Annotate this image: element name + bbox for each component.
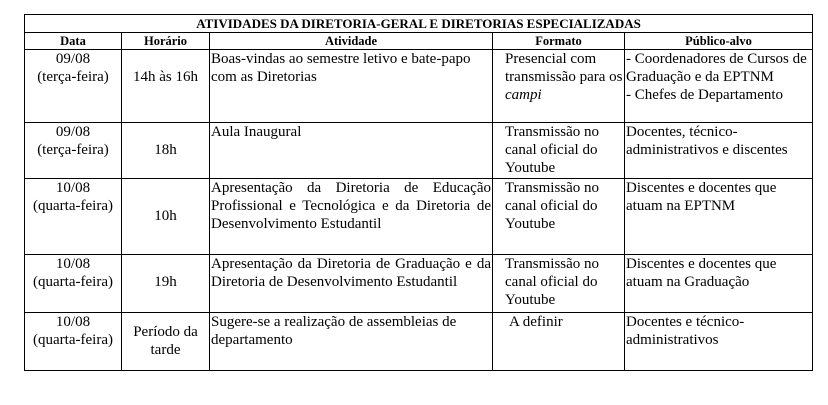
table-row: [25, 179, 813, 255]
table-row: [25, 50, 813, 123]
audience-cell: Discentes e docentes que atuam na Graduação: [625, 255, 813, 313]
table-row: [25, 313, 813, 371]
format-cell: A definir: [493, 313, 625, 371]
date-cell: [25, 179, 122, 255]
time-cell: [122, 179, 210, 255]
time-cell: [122, 313, 210, 371]
date-value: 09/08: [55, 124, 91, 140]
weekday-value: (terça-feira): [37, 69, 109, 85]
header-date: Data: [25, 33, 122, 50]
activity-cell: Aula Inaugural: [210, 123, 493, 179]
format-cell: Transmissão no canal oficial do Youtube: [493, 123, 625, 179]
format-campi: campi: [505, 87, 542, 103]
date-value: 10/08: [55, 256, 91, 272]
format-cell: Transmissão no canal oficial do Youtube: [493, 255, 625, 313]
audience-cell: Docentes e técnico-administrativos: [625, 313, 813, 371]
time-cell: [122, 255, 210, 313]
table-title: ATIVIDADES DA DIRETORIA-GERAL E DIRETORIAS ESPECIALIZADAS: [25, 15, 813, 33]
time-value: 18h: [154, 142, 177, 158]
table-row: [25, 255, 813, 313]
weekday-value: (quarta-feira): [33, 332, 113, 348]
date-cell: [25, 50, 122, 123]
time-cell: [122, 50, 210, 123]
time-value: 19h: [154, 274, 177, 290]
activity-cell: Apresentação da Diretoria de Educação Profissional e Tecnológica e da Diretoria de Desenvolvimento Estudantil: [210, 179, 493, 255]
format-value: Presencial com transmissão para os: [505, 51, 623, 85]
weekday-value: (quarta-feira): [33, 274, 113, 290]
table-row: [25, 123, 813, 179]
header-time: Horário: [122, 33, 210, 50]
date-value: 10/08: [55, 314, 91, 330]
audience-cell: [625, 50, 813, 123]
date-value: 09/08: [55, 51, 91, 67]
weekday-value: (quarta-feira): [33, 198, 113, 214]
header-format: Formato: [493, 33, 625, 50]
format-cell: Transmissão no canal oficial do Youtube: [493, 179, 625, 255]
header-audience: Público-alvo: [625, 33, 813, 50]
audience-cell: Docentes, técnico-administrativos e discentes: [625, 123, 813, 179]
activity-cell: Boas-vindas ao semestre letivo e bate-papo com as Diretorias: [210, 50, 493, 123]
audience-line: - Chefes de Departamento: [626, 87, 784, 103]
activity-cell: Sugere-se a realização de assembleias de departamento: [210, 313, 493, 371]
date-cell: [25, 123, 122, 179]
date-value: 10/08: [55, 180, 91, 196]
time-value: 10h: [154, 208, 177, 224]
header-activity: Atividade: [210, 33, 493, 50]
weekday-value: (terça-feira): [37, 142, 109, 158]
header-row: [25, 33, 813, 50]
time-value: 14h às 16h: [133, 69, 198, 85]
format-cell: [493, 50, 625, 123]
activity-cell: Apresentação da Diretoria de Graduação e da Diretoria de Desenvolvimento Estudantil: [210, 255, 493, 313]
time-value: Período da tarde: [133, 324, 198, 358]
date-cell: [25, 313, 122, 371]
date-cell: [25, 255, 122, 313]
table-title-row: [25, 15, 813, 33]
activities-table: [24, 14, 813, 371]
audience-line: - Coordenadores de Cursos de Graduação e da EPTNM: [626, 51, 807, 85]
time-cell: [122, 123, 210, 179]
audience-cell: Discentes e docentes que atuam na EPTNM: [625, 179, 813, 255]
